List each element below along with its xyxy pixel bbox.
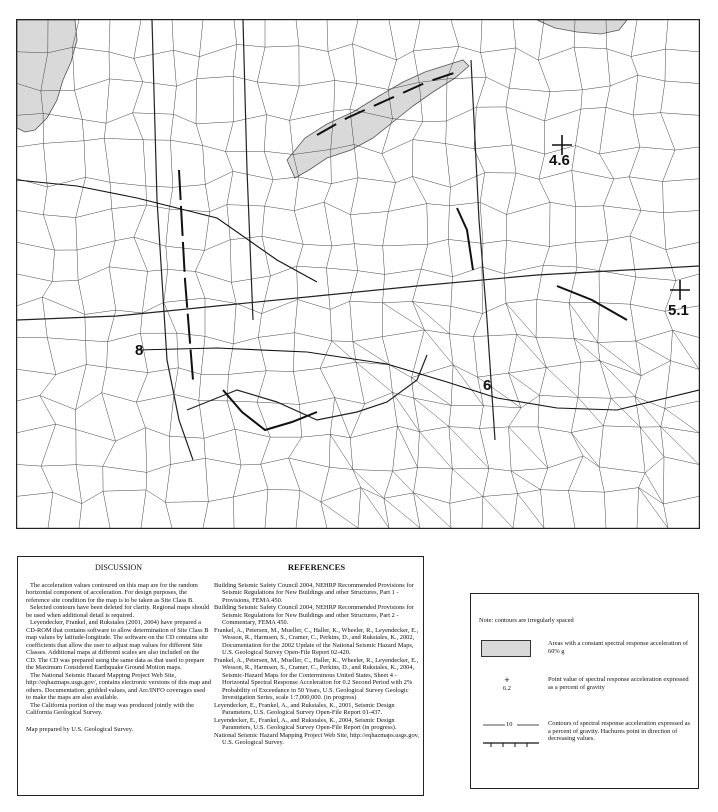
discussion-paragraph: Leyendecker, Frankel, and Rukstales (2001, 2004) have prepared a CD-ROM that contains software to allow determination of Site Class B map values by latitude-longitude. The software on the CD contains site coefficients that allow the user to adjust map values for different Site Classes. Additional maps at different scales are also included on the CD. The CD was prepared using the same data as that used to prepare the Maximum Considered Earthquake Ground Motion maps. — [26, 619, 209, 671]
contour-sample-value: 10 — [506, 721, 513, 728]
legend-point-text: Point value of spectral response acceleration expressed as a percent of gravity — [548, 676, 689, 691]
point-value-label: 4.6 — [549, 152, 570, 169]
reference-item: Building Seismic Safety Council 2004, NEHRP Recommended Provisions for Seismic Regulations for New Buildings and other Structures, Part 1 - Provisions, FEMA 450. — [214, 581, 414, 604]
discussion-column — [26, 564, 211, 733]
reference-item: Building Seismic Safety Council 2004, NEHRP Recommended Provisions for Seismic Regulations for New Buildings and other Structures, Part 2 - Commentary, FEMA 450. — [214, 604, 414, 626]
point-sample-value: 6.2 — [503, 685, 511, 692]
hazard-map — [16, 19, 700, 529]
discussion-paragraph: Selected contours have been deleted for clarity. Regional maps should be used when additional detail is required. — [26, 604, 210, 619]
contour-label-6: 6 — [483, 377, 492, 394]
discussion-paragraph: The National Seismic Hazard Mapping Project Web Site, http://eqhazmaps.usgs.gov/, contains electronic versions of this map and others. Documentation, gridded values, and Arc/INFO coverages used to make the maps are also available. — [26, 671, 211, 701]
reference-item: Frankel, A., Petersen, M., Mueller, C., Haller, K., Wheeler, R., Leyendecker, E., Wesson, R., Harmsen, S., Cramer, C., Perkins, D., and Rukstales, K., 2002, Documentation for the 2002 Update of the National Seismic Hazard Maps, U.S. Geological Survey Open-File Report 02-420. — [214, 626, 419, 656]
reference-item: Leyendecker, E., Frankel, A., and Rukstales, K., 2004, Seismic Design Parameters, U.S. Geological Survey Open-File Report (in progress). — [214, 716, 397, 731]
legend-gray-area-text: Areas with a constant spectral response acceleration of 60% g — [548, 640, 689, 655]
discussion-paragraph: The California portion of the map was produced jointly with the California Geological Survey. — [26, 701, 194, 716]
map-legend — [470, 593, 699, 789]
discussion-panel — [17, 556, 424, 796]
lake-ontario-edge — [537, 20, 627, 34]
point-markers — [552, 135, 690, 300]
reference-item: Frankel, A., Petersen, M., Mueller, C., Haller, K., Wheeler, R., Leyendecker, E., Wesson, R., Harmsen, S., Cramer, C., Perkins, D., and Rukstales, K., 2004, Seismic-Hazard Maps for the Conterminous United States, Sheet 4 - Horizontal Spectral Response Acceleration for 0.2 Second Period with 2% Probability of Exceedance in 50 Years, U.S. Geological Survey Geologic Investigation Series, scale 1:7,000,000. (in progress) — [214, 656, 419, 701]
gray-area-swatch — [481, 640, 531, 657]
discussion-title: DISCUSSION — [94, 563, 143, 572]
prepared-by: Map prepared by U.S. Geological Survey. — [26, 725, 134, 733]
county-boundaries — [17, 20, 699, 528]
lake-michigan-area — [17, 20, 77, 132]
reference-item: Leyendecker, E., Frankel, A., and Rukstales, K., 2001, Seismic Design Parameters, U.S. Geological Survey Open-File Report 01-437. — [214, 701, 395, 716]
legend-contour-text: Contours of spectral response acceleration expressed as a percent of gravity. Hachures point in direction of decreasing values. — [548, 720, 690, 742]
discussion-paragraph: The acceleration values contoured on this map are for the random horizontal component of acceleration. For design purposes, the reference site condition for the map is to be taken as Site Class B. — [26, 581, 198, 604]
spectral-contours — [17, 180, 699, 410]
point-value-label: 5.1 — [668, 302, 689, 319]
contour-label-8: 8 — [135, 342, 144, 359]
reference-item: National Seismic Hazard Mapping Project Web Site, http://eqhazmaps.usgs.gov, U.S. Geological Survey. — [214, 731, 420, 746]
map-canvas — [17, 20, 699, 528]
county-lines — [17, 20, 699, 528]
legend-note: Note: contours are irregularly spaced — [479, 617, 574, 624]
plus-marker-icon: + — [504, 675, 510, 685]
references-title: REFERENCES — [287, 562, 346, 572]
references-column — [214, 564, 419, 747]
